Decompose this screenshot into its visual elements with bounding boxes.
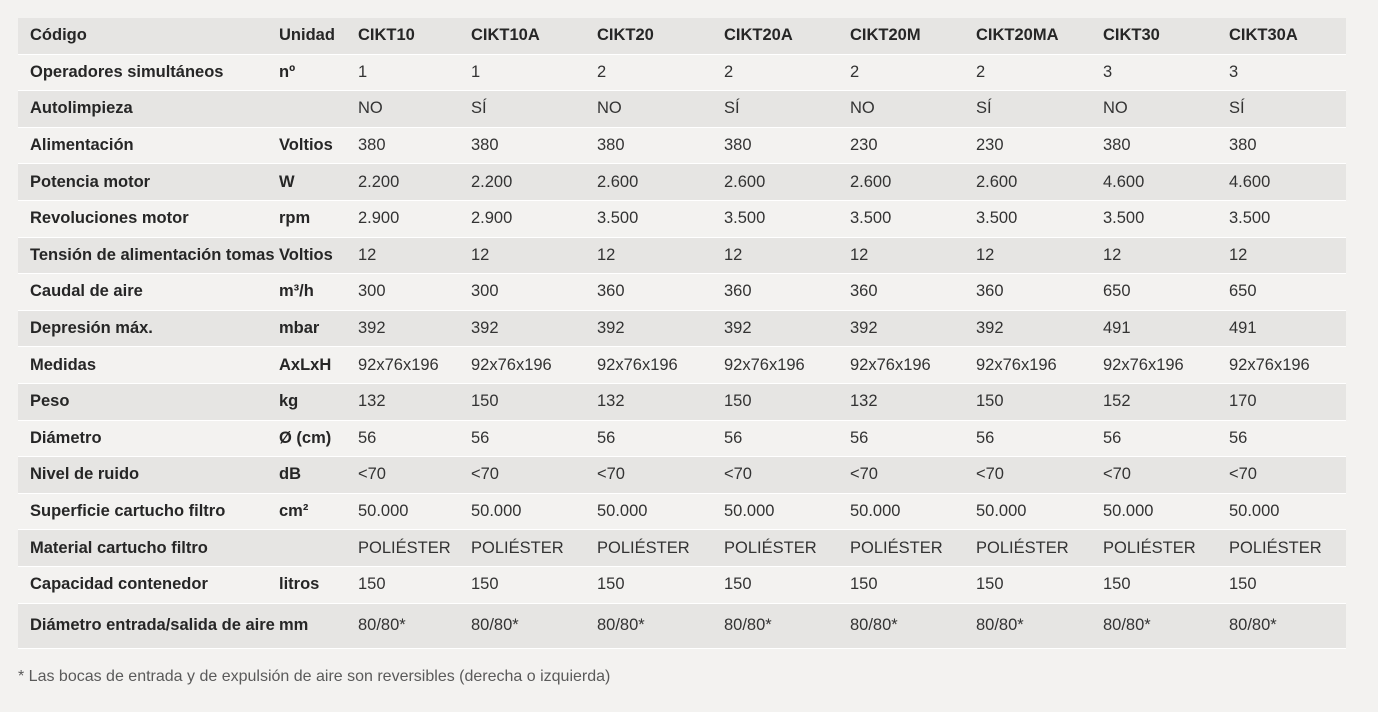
row-label: Nivel de ruido bbox=[18, 457, 279, 494]
row-unit: m³/h bbox=[279, 274, 358, 311]
row-label: Potencia motor bbox=[18, 164, 279, 201]
table-cell: 150 bbox=[358, 566, 471, 603]
table-cell: 360 bbox=[597, 274, 724, 311]
table-cell: 3.500 bbox=[597, 200, 724, 237]
table-cell: 650 bbox=[1103, 274, 1229, 311]
table-cell: 3.500 bbox=[1103, 200, 1229, 237]
table-row bbox=[18, 420, 1346, 457]
row-unit: Voltios bbox=[279, 237, 358, 274]
table-row bbox=[18, 200, 1346, 237]
table-cell: POLIÉSTER bbox=[1229, 530, 1346, 567]
row-label: Caudal de aire bbox=[18, 274, 279, 311]
table-cell: 92x76x196 bbox=[1229, 347, 1346, 384]
table-cell: NO bbox=[358, 91, 471, 128]
table-cell: 132 bbox=[597, 383, 724, 420]
row-label: Revoluciones motor bbox=[18, 200, 279, 237]
table-cell: 2.200 bbox=[358, 164, 471, 201]
table-cell: 3.500 bbox=[724, 200, 850, 237]
table-cell: 150 bbox=[597, 566, 724, 603]
table-cell: 50.000 bbox=[850, 493, 976, 530]
row-label: Peso bbox=[18, 383, 279, 420]
table-cell: 2 bbox=[597, 54, 724, 91]
table-cell: POLIÉSTER bbox=[471, 530, 597, 567]
table-cell: 2.200 bbox=[471, 164, 597, 201]
table-cell: 80/80* bbox=[976, 603, 1103, 648]
table-row bbox=[18, 91, 1346, 128]
table-cell: 3.500 bbox=[976, 200, 1103, 237]
table-cell: 491 bbox=[1103, 310, 1229, 347]
table-cell: 3 bbox=[1103, 54, 1229, 91]
table-cell: 92x76x196 bbox=[471, 347, 597, 384]
table-cell: 50.000 bbox=[597, 493, 724, 530]
row-label: Medidas bbox=[18, 347, 279, 384]
table-cell: 152 bbox=[1103, 383, 1229, 420]
table-row bbox=[18, 603, 1346, 648]
table-cell: <70 bbox=[1229, 457, 1346, 494]
table-cell: 50.000 bbox=[1103, 493, 1229, 530]
spec-table bbox=[18, 18, 1346, 649]
row-unit: cm² bbox=[279, 493, 358, 530]
table-cell: POLIÉSTER bbox=[1103, 530, 1229, 567]
table-cell: 3 bbox=[1229, 54, 1346, 91]
row-label: Tensión de alimentación tomas bbox=[18, 237, 279, 274]
table-body bbox=[18, 18, 1346, 648]
row-unit: W bbox=[279, 164, 358, 201]
table-cell: 300 bbox=[471, 274, 597, 311]
table-cell: 56 bbox=[976, 420, 1103, 457]
table-cell: NO bbox=[1103, 91, 1229, 128]
table-cell: 12 bbox=[976, 237, 1103, 274]
table-cell: SÍ bbox=[976, 91, 1103, 128]
header-label: Código bbox=[18, 18, 279, 54]
table-cell: SÍ bbox=[724, 91, 850, 128]
row-label: Alimentación bbox=[18, 127, 279, 164]
table-cell: <70 bbox=[1103, 457, 1229, 494]
table-cell: 491 bbox=[1229, 310, 1346, 347]
table-cell: 150 bbox=[724, 566, 850, 603]
table-cell: 380 bbox=[1103, 127, 1229, 164]
table-cell: 4.600 bbox=[1103, 164, 1229, 201]
row-unit: litros bbox=[279, 566, 358, 603]
table-cell: 3.500 bbox=[850, 200, 976, 237]
table-cell: 50.000 bbox=[976, 493, 1103, 530]
table-row bbox=[18, 164, 1346, 201]
table-row bbox=[18, 54, 1346, 91]
table-cell: SÍ bbox=[471, 91, 597, 128]
table-cell: 56 bbox=[471, 420, 597, 457]
row-unit: rpm bbox=[279, 200, 358, 237]
table-cell: 4.600 bbox=[1229, 164, 1346, 201]
header-model: CIKT20M bbox=[850, 18, 976, 54]
row-unit: AxLxH bbox=[279, 347, 358, 384]
table-cell: 1 bbox=[471, 54, 597, 91]
table-cell: 56 bbox=[597, 420, 724, 457]
table-cell: NO bbox=[850, 91, 976, 128]
table-cell: 380 bbox=[1229, 127, 1346, 164]
table-row bbox=[18, 493, 1346, 530]
header-model: CIKT30 bbox=[1103, 18, 1229, 54]
table-cell: SÍ bbox=[1229, 91, 1346, 128]
row-label: Depresión máx. bbox=[18, 310, 279, 347]
table-cell: 150 bbox=[976, 383, 1103, 420]
table-cell: 150 bbox=[1229, 566, 1346, 603]
row-unit: kg bbox=[279, 383, 358, 420]
table-cell: 92x76x196 bbox=[850, 347, 976, 384]
table-cell: 380 bbox=[724, 127, 850, 164]
header-unit: Unidad bbox=[279, 18, 358, 54]
row-unit: nº bbox=[279, 54, 358, 91]
table-cell: 2.600 bbox=[850, 164, 976, 201]
table-row bbox=[18, 274, 1346, 311]
row-label: Superficie cartucho filtro bbox=[18, 493, 279, 530]
table-cell: 56 bbox=[1103, 420, 1229, 457]
table-cell: 2.600 bbox=[724, 164, 850, 201]
table-cell: 360 bbox=[724, 274, 850, 311]
table-cell: 392 bbox=[597, 310, 724, 347]
table-cell: 3.500 bbox=[1229, 200, 1346, 237]
table-cell: POLIÉSTER bbox=[850, 530, 976, 567]
table-cell: <70 bbox=[471, 457, 597, 494]
table-cell: 150 bbox=[976, 566, 1103, 603]
table-row bbox=[18, 566, 1346, 603]
table-cell: <70 bbox=[358, 457, 471, 494]
table-cell: 92x76x196 bbox=[724, 347, 850, 384]
row-unit: Voltios bbox=[279, 127, 358, 164]
table-cell: 2 bbox=[976, 54, 1103, 91]
table-cell: POLIÉSTER bbox=[724, 530, 850, 567]
table-cell: 50.000 bbox=[471, 493, 597, 530]
table-cell: 2 bbox=[850, 54, 976, 91]
table-cell: 12 bbox=[1229, 237, 1346, 274]
table-cell: 12 bbox=[1103, 237, 1229, 274]
header-model: CIKT20 bbox=[597, 18, 724, 54]
footnote: * Las bocas de entrada y de expulsión de aire son reversibles (derecha o izquierda) bbox=[18, 668, 611, 685]
table-cell: 80/80* bbox=[1229, 603, 1346, 648]
table-cell: <70 bbox=[597, 457, 724, 494]
table-cell: 12 bbox=[724, 237, 850, 274]
table-cell: 360 bbox=[850, 274, 976, 311]
header-model: CIKT30A bbox=[1229, 18, 1346, 54]
table-cell: 1 bbox=[358, 54, 471, 91]
table-cell: 50.000 bbox=[724, 493, 850, 530]
table-cell: 360 bbox=[976, 274, 1103, 311]
table-cell: 392 bbox=[976, 310, 1103, 347]
table-cell: 230 bbox=[976, 127, 1103, 164]
table-cell: 2 bbox=[724, 54, 850, 91]
table-cell: 170 bbox=[1229, 383, 1346, 420]
table-row bbox=[18, 127, 1346, 164]
table-cell: 150 bbox=[724, 383, 850, 420]
table-cell: 150 bbox=[471, 566, 597, 603]
table-cell: 12 bbox=[850, 237, 976, 274]
table-cell: 80/80* bbox=[597, 603, 724, 648]
row-unit: Ø (cm) bbox=[279, 420, 358, 457]
table-cell: <70 bbox=[976, 457, 1103, 494]
row-unit: mm bbox=[279, 603, 358, 648]
table-cell: 12 bbox=[358, 237, 471, 274]
row-label: Autolimpieza bbox=[18, 91, 279, 128]
row-label: Material cartucho filtro bbox=[18, 530, 279, 567]
table-cell: 150 bbox=[1103, 566, 1229, 603]
table-cell: 12 bbox=[597, 237, 724, 274]
table-cell: 300 bbox=[358, 274, 471, 311]
table-row bbox=[18, 347, 1346, 384]
table-row bbox=[18, 383, 1346, 420]
table-cell: 50.000 bbox=[358, 493, 471, 530]
table-cell: 230 bbox=[850, 127, 976, 164]
table-cell: 392 bbox=[850, 310, 976, 347]
table-cell: 2.900 bbox=[358, 200, 471, 237]
table-cell: POLIÉSTER bbox=[976, 530, 1103, 567]
table-cell: <70 bbox=[724, 457, 850, 494]
row-label: Operadores simultáneos bbox=[18, 54, 279, 91]
table-cell: 56 bbox=[724, 420, 850, 457]
table-row bbox=[18, 310, 1346, 347]
table-cell: 80/80* bbox=[358, 603, 471, 648]
table-header-row bbox=[18, 18, 1346, 54]
row-label: Capacidad contenedor bbox=[18, 566, 279, 603]
table-cell: 56 bbox=[850, 420, 976, 457]
row-unit: dB bbox=[279, 457, 358, 494]
table-row bbox=[18, 237, 1346, 274]
table-cell: POLIÉSTER bbox=[358, 530, 471, 567]
row-unit bbox=[279, 530, 358, 567]
table-cell: 80/80* bbox=[850, 603, 976, 648]
table-cell: 80/80* bbox=[1103, 603, 1229, 648]
table-cell: 80/80* bbox=[724, 603, 850, 648]
table-cell: 80/80* bbox=[471, 603, 597, 648]
row-label: Diámetro bbox=[18, 420, 279, 457]
table-cell: 92x76x196 bbox=[358, 347, 471, 384]
table-cell: 380 bbox=[358, 127, 471, 164]
table-cell: 150 bbox=[471, 383, 597, 420]
row-label: Diámetro entrada/salida de aire bbox=[18, 603, 279, 648]
row-unit: mbar bbox=[279, 310, 358, 347]
table-cell: <70 bbox=[850, 457, 976, 494]
table-cell: 132 bbox=[358, 383, 471, 420]
table-cell: 2.900 bbox=[471, 200, 597, 237]
table-cell: 56 bbox=[358, 420, 471, 457]
table-cell: NO bbox=[597, 91, 724, 128]
table-cell: 150 bbox=[850, 566, 976, 603]
table-cell: 12 bbox=[471, 237, 597, 274]
header-model: CIKT10A bbox=[471, 18, 597, 54]
table-cell: 132 bbox=[850, 383, 976, 420]
table-cell: POLIÉSTER bbox=[597, 530, 724, 567]
table-cell: 50.000 bbox=[1229, 493, 1346, 530]
table-cell: 650 bbox=[1229, 274, 1346, 311]
table-cell: 2.600 bbox=[976, 164, 1103, 201]
header-model: CIKT20MA bbox=[976, 18, 1103, 54]
table-cell: 2.600 bbox=[597, 164, 724, 201]
table-cell: 380 bbox=[597, 127, 724, 164]
table-cell: 56 bbox=[1229, 420, 1346, 457]
table-cell: 380 bbox=[471, 127, 597, 164]
table-cell: 392 bbox=[471, 310, 597, 347]
table-cell: 92x76x196 bbox=[976, 347, 1103, 384]
table-cell: 92x76x196 bbox=[597, 347, 724, 384]
table-row bbox=[18, 457, 1346, 494]
row-unit bbox=[279, 91, 358, 128]
table-cell: 92x76x196 bbox=[1103, 347, 1229, 384]
table-cell: 392 bbox=[358, 310, 471, 347]
header-model: CIKT10 bbox=[358, 18, 471, 54]
header-model: CIKT20A bbox=[724, 18, 850, 54]
table-cell: 392 bbox=[724, 310, 850, 347]
table-row bbox=[18, 530, 1346, 567]
